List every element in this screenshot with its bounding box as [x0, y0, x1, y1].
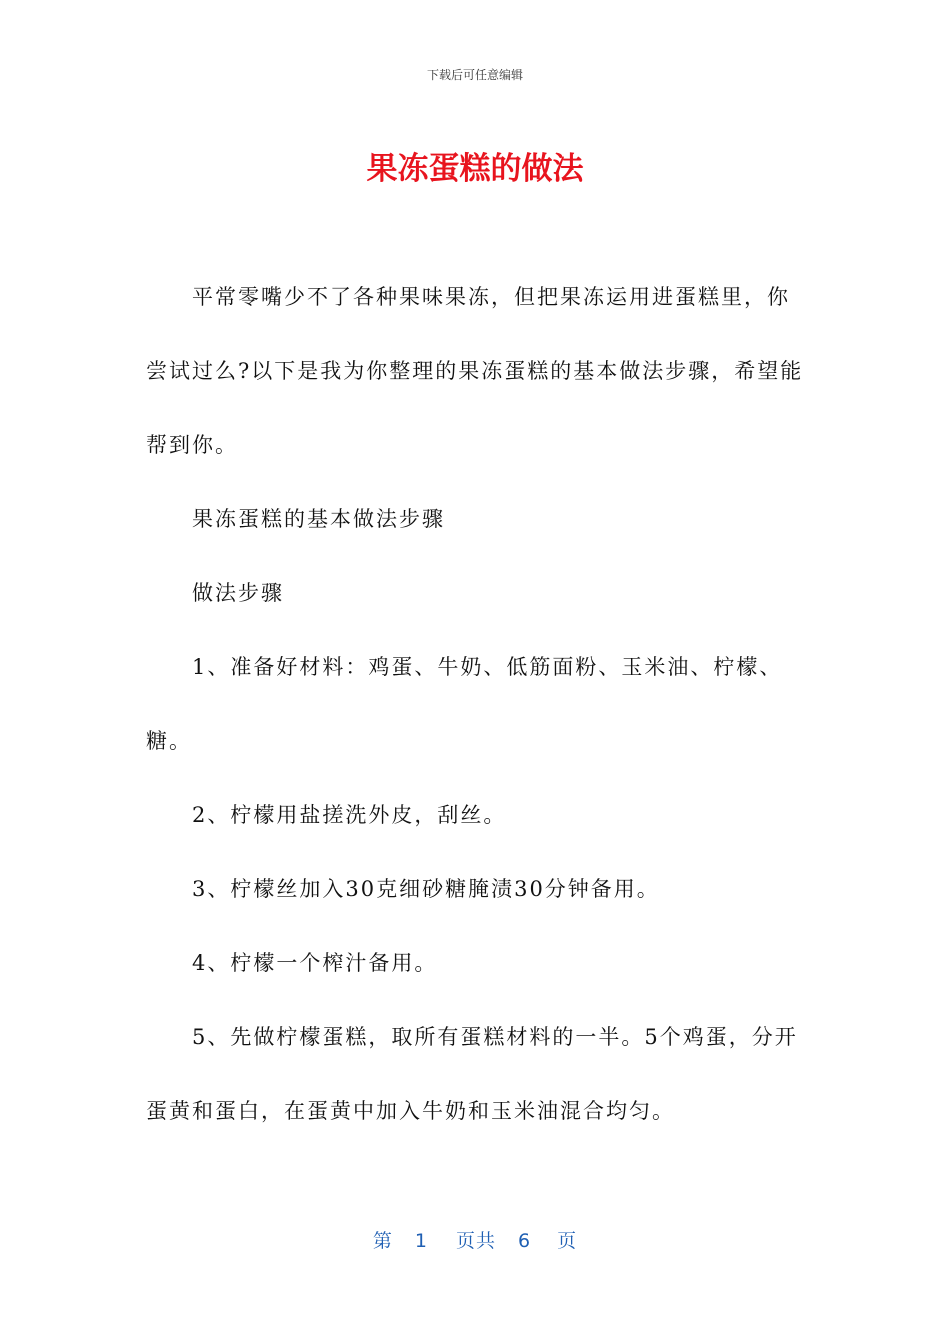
footer-total-pages: 6 [518, 1230, 532, 1252]
page-title: 果冻蛋糕的做法 [366, 151, 584, 187]
paragraph-step-3: 3、柠檬丝加入30克细砂糖腌渍30分钟备用。 [192, 877, 660, 901]
paragraph-step-5: 5、先做柠檬蛋糕，取所有蛋糕材料的一半。5个鸡蛋，分开蛋黄和蛋白，在蛋黄中加入牛奶和玉米油混合均匀。 [146, 1025, 798, 1123]
page-footer [0, 1226, 950, 1253]
paragraph-step-1: 1、准备好材料：鸡蛋、牛奶、低筋面粉、玉米油、柠檬、糖。 [146, 655, 783, 753]
document-body [146, 260, 806, 1148]
paragraph-subheading: 果冻蛋糕的基本做法步骤 [192, 507, 445, 531]
paragraph-steps-heading: 做法步骤 [192, 581, 284, 605]
paragraph-step-2: 2、柠檬用盐搓洗外皮，刮丝。 [192, 803, 507, 827]
footer-page-mid: 页共 [455, 1230, 496, 1252]
header-note: 下载后可任意编辑 [426, 68, 523, 82]
footer-current-page: 1 [414, 1230, 428, 1252]
paragraph-intro: 平常零嘴少不了各种果味果冻，但把果冻运用进蛋糕里，你尝试过么?以下是我为你整理的果冻蛋糕的基本做法步骤，希望能帮到你。 [146, 285, 804, 457]
footer-page-suffix: 页 [557, 1230, 578, 1252]
paragraph-step-4: 4、柠檬一个榨汁备用。 [192, 951, 438, 975]
footer-page-prefix: 第 [372, 1230, 393, 1252]
